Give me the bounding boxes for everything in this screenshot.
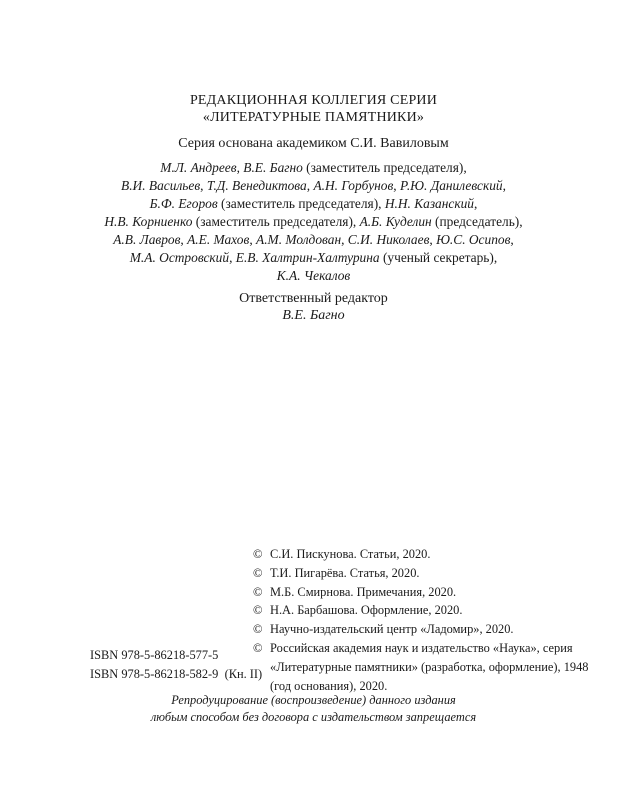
board-line (0, 213, 627, 231)
board-role-text: , (502, 178, 506, 193)
board-member-name: А.Б. Куделин (359, 214, 432, 229)
copyright-entry (253, 601, 593, 620)
board-role-text: (ученый секретарь), (379, 250, 498, 265)
copyright-icon: © (253, 603, 263, 618)
board-role-text: (заместитель председателя), (302, 160, 467, 175)
series-title-line: РЕДАКЦИОННАЯ КОЛЛЕГИЯ СЕРИИ (189, 93, 438, 108)
board-role-text: (заместитель председателя), (217, 196, 385, 211)
board-line (0, 267, 627, 285)
board-role-text: , (200, 178, 207, 193)
board-member-name: Ю.С. Осипов (436, 232, 511, 247)
board-member-name: Т.Д. Венедиктова (206, 178, 307, 193)
responsible-editor (0, 290, 627, 324)
board-role-text: (председатель), (431, 214, 523, 229)
board-role-text: (заместитель председателя), (192, 214, 360, 229)
board-line (0, 195, 627, 213)
board-role-text: , (306, 178, 314, 193)
copyright-entry (253, 545, 593, 564)
responsible-editor-label: Ответственный редактор (239, 291, 388, 306)
board-member-name: А.В. Лавров (113, 232, 181, 247)
reproduction-notice-line: Репродуцирование (воспроизведение) данного издания (171, 693, 456, 707)
copyright-text: Научно-издательский центр «Ладомир», 2020. (270, 622, 514, 637)
board-member-name: К.А. Чекалов (276, 268, 351, 283)
copyright-entry (253, 639, 593, 695)
board-role-text: , (180, 232, 188, 247)
copyright-entry (253, 564, 593, 583)
board-member-name: Б.Ф. Егоров (149, 196, 218, 211)
board-line (0, 177, 627, 195)
series-title-line: «ЛИТЕРАТУРНЫЕ ПАМЯТНИКИ» (202, 110, 425, 125)
board-member-name: Н.В. Корниенко (104, 214, 193, 229)
reproduction-notice-line: любым способом без договора с издательством запрещается (150, 710, 477, 724)
copyright-icon: © (253, 565, 263, 580)
responsible-editor-name: В.Е. Багно (282, 308, 345, 323)
board-role-text: , (236, 160, 244, 175)
board-line (0, 249, 627, 267)
copyright-icon: © (253, 622, 263, 637)
board-member-name: М.А. Островский (129, 250, 230, 265)
copyright-text: Т.И. Пигарёва. Статья, 2020. (270, 565, 420, 580)
board-member-name: А.М. Молдован (256, 232, 342, 247)
board-role-text: , (341, 232, 348, 247)
copyright-entry (253, 620, 593, 639)
board-role-text: , (429, 232, 437, 247)
board-line (0, 231, 627, 249)
copyright-text: Н.А. Барбашова. Оформление, 2020. (270, 603, 463, 618)
board-member-name: А.Е. Махов (187, 232, 250, 247)
copyright-entry (253, 583, 593, 602)
board-role-text: , (393, 178, 400, 193)
board-role-text: , (229, 250, 236, 265)
board-member-name: А.Н. Горбунов (313, 178, 394, 193)
board-member-name: Р.Ю. Данилевский (400, 178, 503, 193)
board-role-text: , (474, 196, 478, 211)
isbn-line: ISBN 978-5-86218-582-9 (Кн. II) (90, 666, 263, 681)
series-founded-note: Серия основана академиком С.И. Вавиловым (178, 136, 449, 151)
series-title (0, 92, 627, 126)
editorial-board-list (0, 159, 627, 285)
board-member-name: Е.В. Халтрин-Халтурина (235, 250, 380, 265)
reproduction-notice (0, 692, 627, 726)
board-member-name: В.Е. Багно (243, 160, 303, 175)
isbn-block (90, 646, 262, 684)
copyright-icon: © (253, 584, 263, 599)
board-member-name: М.Л. Андреев (160, 160, 237, 175)
copyright-list (253, 545, 593, 695)
isbn-line: ISBN 978-5-86218-577-5 (90, 648, 219, 662)
copyright-text: М.Б. Смирнова. Примечания, 2020. (270, 584, 457, 599)
board-line (0, 159, 627, 177)
board-member-name: Н.Н. Казанский (384, 196, 474, 211)
copyright-text: С.И. Пискунова. Статьи, 2020. (270, 547, 431, 561)
copyright-icon: © (253, 640, 263, 655)
board-role-text: , (249, 232, 257, 247)
copyright-icon: © (253, 547, 263, 561)
board-role-text: , (510, 232, 514, 247)
board-member-name: В.И. Васильев (121, 178, 201, 193)
board-member-name: С.И. Николаев (347, 232, 430, 247)
copyright-text: Российская академия наук и издательство «Наука», серия «Литературные памятники» (разработка, оформление), 1948 (год основания), 2020. (270, 640, 589, 693)
